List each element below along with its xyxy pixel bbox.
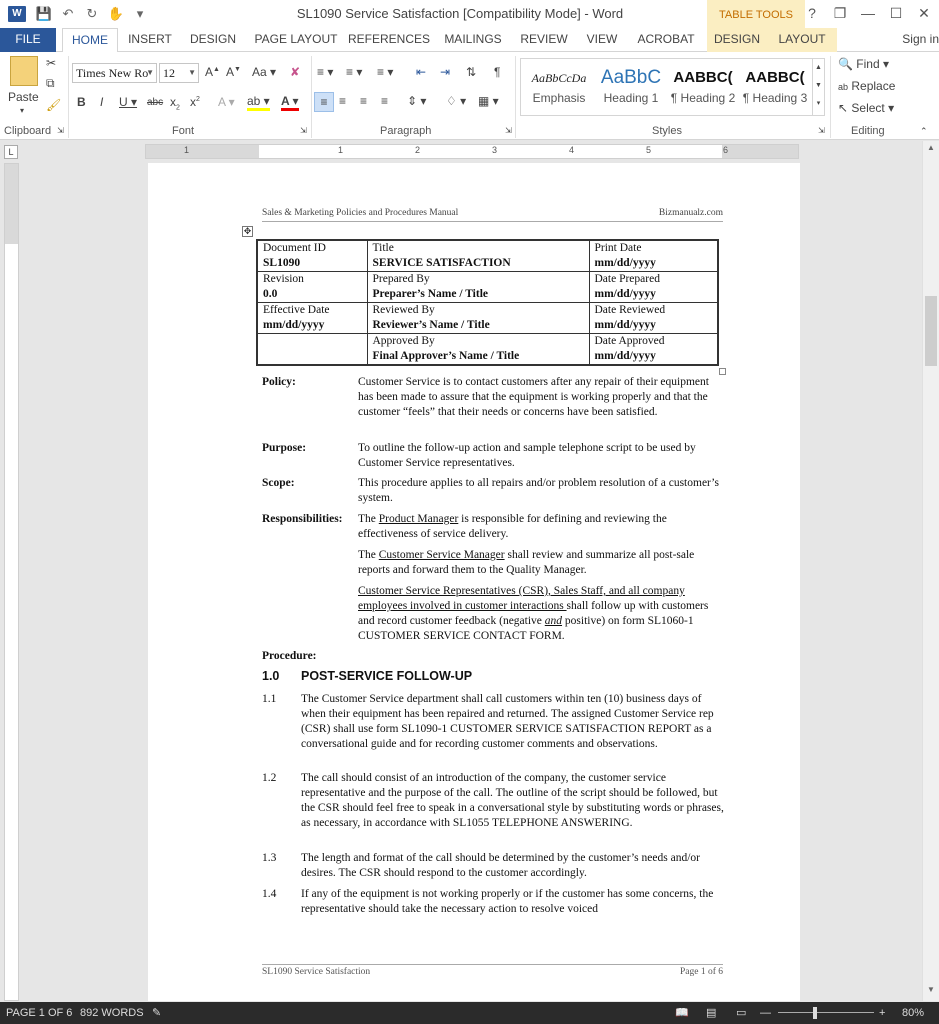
table-cell[interactable]: Date Approved mm/dd/yyyy [589,334,718,366]
replace-icon: ab [838,82,849,92]
paste-icon[interactable] [10,56,38,86]
policy-label: Policy: [262,376,296,388]
show-formatting-icon[interactable]: ¶ [494,65,501,79]
styles-launcher-icon[interactable]: ⇲ [818,126,825,135]
decrease-indent-icon[interactable]: ⇤ [416,65,427,79]
window-controls [803,3,933,23]
clipboard-group-label: Clipboard [4,125,52,137]
align-left-icon[interactable]: ≡ [314,92,334,112]
font-name-value: Times New Ro [76,66,149,80]
table-cell[interactable]: Prepared By Preparer’s Name / Title [367,272,589,303]
responsibilities-label: Responsibilities: [262,513,343,525]
horizontal-ruler-area [0,141,939,161]
step-text: The length and format of the call should be determined by the customer’s needs and/or desires. The CSR should respond to the customer accordingly. [301,852,700,879]
clear-formatting-icon[interactable]: ✘ [290,65,301,79]
purpose-label: Purpose: [262,442,307,454]
table-cell[interactable]: Document ID SL1090 [257,240,367,272]
table-cell[interactable]: Approved By Final Approver’s Name / Title [367,334,589,366]
clipboard-launcher-icon[interactable]: ⇲ [57,126,64,135]
page-count[interactable]: PAGE 1 OF 6 [6,1007,73,1019]
align-center-icon[interactable]: ≡ [339,94,347,108]
table-cell[interactable]: Date Prepared mm/dd/yyyy [589,272,718,303]
multilevel-list-icon[interactable]: ≡ ▾ [377,65,394,79]
scope-label: Scope: [262,477,295,489]
footer-right: Page 1 of 6 [679,967,723,977]
font-launcher-icon[interactable]: ⇲ [300,126,307,135]
undo-icon[interactable]: ↶ [62,6,74,21]
redo-icon[interactable]: ↻ [86,6,98,21]
style-heading-2[interactable]: AABBC( ¶ Heading 2 [670,69,736,105]
zoom-slider-thumb[interactable] [813,1007,817,1019]
touch-mode-icon[interactable]: ✋ [107,6,125,21]
strikethrough-icon[interactable]: abc [147,97,164,108]
table-row [257,303,718,334]
style-heading-1[interactable]: AaBbC Heading 1 [600,67,662,105]
procedure-step [262,887,724,919]
minimize-icon[interactable]: — [861,5,875,21]
table-row [257,334,718,366]
font-group-label: Font [172,125,195,137]
table-cell[interactable]: Revision 0.0 [257,272,367,303]
web-layout-icon[interactable]: ▭ [736,1007,747,1019]
procedure-step [262,771,724,839]
table-cell[interactable]: Date Reviewed mm/dd/yyyy [589,303,718,334]
close-icon[interactable]: ✕ [918,5,930,21]
purpose-section [262,441,724,473]
tab-page-layout[interactable]: PAGE LAYOUT [254,32,338,46]
ribbon-tabs [0,28,939,52]
print-layout-icon[interactable]: ▤ [706,1007,717,1019]
find-icon: 🔍 [838,57,853,71]
vertical-ruler[interactable] [4,163,19,1001]
customize-qat-icon[interactable]: ▾ [136,6,144,21]
footer-left: SL1090 Service Satisfaction [262,967,371,977]
align-right-icon[interactable]: ≡ [360,94,368,108]
section-number: 1.0 [262,669,280,683]
zoom-level[interactable]: 80% [902,1007,925,1019]
text-effects-icon[interactable]: A ▾ [218,95,235,109]
word-app-icon[interactable]: W [8,6,26,22]
table-row [257,272,718,303]
header-right: Bizmanualz.com [658,208,723,218]
table-tools-label: TABLE TOOLS [707,0,805,28]
step-number: 1.2 [262,772,277,784]
step-number: 1.4 [262,888,277,900]
paragraph-group-label: Paragraph [380,125,432,137]
styles-scroll-icon[interactable]: ▲ ▼ ▾ [812,59,824,115]
style-heading-3[interactable]: AABBC( ¶ Heading 3 [742,69,808,105]
zoom-slider[interactable] [778,1012,874,1013]
word-count[interactable]: 892 WORDS [80,1007,144,1019]
policy-section [262,375,724,437]
tab-view[interactable]: VIEW [586,32,618,46]
help-icon[interactable]: ? [808,5,816,21]
table-resize-handle-icon[interactable] [719,368,726,375]
select-cursor-icon: ↖ [838,101,849,115]
proofing-icon[interactable]: ✎ [152,1007,162,1019]
bold-icon[interactable]: B [77,95,86,109]
highlight-color-icon[interactable]: ab ▾ [247,94,270,111]
page-header [262,208,723,222]
font-size-dropdown-icon[interactable]: ▼ [188,68,196,77]
select-button[interactable]: ↖ Select ▾ [838,101,895,115]
read-mode-icon[interactable]: 📖 [675,1007,689,1019]
vertical-scrollbar[interactable] [922,141,939,1001]
tab-insert[interactable]: INSERT [128,32,172,46]
find-button[interactable]: 🔍 Find ▾ [838,57,889,71]
step-text: If any of the equipment is not working properly or if the customer has some concerns, the representative should take the necessary action to resolve voiced [301,888,714,915]
editing-group-label: Editing [851,125,885,137]
superscript-icon[interactable]: $x^2$ [190,95,200,109]
scope-text: This procedure applies to all repairs and/or problem resolution of a customer’s system. [358,477,719,504]
italic-icon[interactable]: I [100,95,104,109]
tab-table-design[interactable]: DESIGN [707,28,767,52]
ribbon [0,52,939,140]
underline-icon[interactable]: U ▾ [119,95,138,109]
title-bar [0,0,939,28]
table-row [257,240,718,272]
header-left: Sales & Marketing Policies and Procedures Manual [262,208,459,218]
tab-table-layout[interactable]: LAYOUT [767,28,837,52]
font-color-icon[interactable]: A ▾ [281,94,299,111]
window-title: SL1090 Service Satisfaction [Compatibility Mode] - Word [296,6,624,21]
scroll-up-icon[interactable]: ▲ [927,143,935,152]
paste-button[interactable]: Paste [8,90,39,104]
replace-button[interactable]: ab Replace [838,79,896,93]
step-text: The Customer Service department shall call customers within ten (10) business days of when their equipment has been repaired and returned. The assigned Customer Service rep (CSR) shall use form SL1090-1 CUSTOMER SERVICE SATISFACTION REPORT as a conversational guide and for recording customer comments and observations. [301,693,714,750]
sort-icon[interactable]: ⇅ [466,65,477,79]
zoom-out-icon[interactable]: — [760,1007,771,1019]
step-number: 1.1 [262,693,277,705]
shading-icon[interactable]: ♢ ▾ [446,94,467,108]
table-move-handle-icon[interactable]: ✥ [243,226,252,236]
purpose-text: To outline the follow-up action and sample telephone script to be used by Customer Service representatives. [358,442,696,469]
styles-gallery [520,58,825,116]
paste-dropdown-icon[interactable]: ▾ [20,106,25,115]
tab-review[interactable]: REVIEW [520,32,568,46]
section-heading [262,669,724,687]
sign-in-link[interactable]: Sign in [902,32,939,46]
paragraph-launcher-icon[interactable]: ⇲ [505,126,512,135]
tab-home[interactable]: HOME [62,28,118,53]
tab-selector[interactable]: L [4,145,18,159]
quick-access-toolbar [34,4,150,24]
step-text: The call should consist of an introduction of the company, the customer service representative and the purpose of the call. The outline of the script should be followed, but the CSR should feel free to speak in a conversational style by substituting words or phrases, as necessary, in accordance with SL1055 TELEPHONE ANSWERING. [301,772,724,829]
format-painter-icon[interactable]: 🖌 [46,98,62,112]
scrollbar-thumb[interactable] [925,296,937,366]
responsibility-csr: Customer Service Representatives (CSR), Sales Staff, and all company employees involved in customer interactions shall follow up with customers and record customer feedback (negative and positive) on form SL1060-1 CUSTOMER SERVICE CONTACT FORM. [358,585,709,642]
change-case-label: Aa [252,65,267,79]
table-cell[interactable]: Effective Date mm/dd/yyyy [257,303,367,334]
cut-icon[interactable]: ✂ [46,56,57,70]
responsibilities-section [262,512,724,642]
table-cell[interactable]: Print Date mm/dd/yyyy [589,240,718,272]
horizontal-ruler[interactable]: 1 1 2 3 4 5 6 [145,144,799,159]
increase-indent-icon[interactable]: ⇥ [440,65,451,79]
save-icon[interactable]: 💾 [35,6,53,21]
ribbon-display-options-icon[interactable]: ❐ [833,5,847,21]
tab-references[interactable]: REFERENCES [348,32,431,46]
table-cell[interactable]: Reviewed By Reviewer’s Name / Title [367,303,589,334]
step-number: 1.3 [262,852,277,864]
shrink-font-icon[interactable]: A▼ [226,65,241,79]
tab-design[interactable]: DESIGN [189,32,236,46]
status-bar [0,1002,939,1024]
font-name-dropdown-icon[interactable]: ▼ [146,68,154,77]
style-emphasis[interactable]: AaBbCcDa Emphasis [531,71,587,105]
responsibility-product-manager: The Product Manager is responsible for defining and reviewing the effectiveness of service delivery. [358,513,667,540]
borders-icon[interactable]: ▦ ▾ [478,94,499,108]
copy-icon[interactable]: ⧉ [46,76,55,90]
scope-section [262,476,724,508]
procedure-label: Procedure: [262,650,317,662]
responsibility-cs-manager: The Customer Service Manager shall review and summarize all post-sale reports and forward them to the Quality Manager. [358,549,695,576]
change-case-button[interactable]: Aa ▾ [252,65,277,79]
section-title: POST-SERVICE FOLLOW-UP [301,669,473,683]
procedure-step [262,692,724,760]
justify-icon[interactable]: ≡ [381,94,389,108]
tab-mailings[interactable]: MAILINGS [444,32,502,46]
line-spacing-icon[interactable]: ⇕ ▾ [407,94,427,108]
bullets-icon[interactable]: ≡ ▾ [317,65,334,79]
font-size-combo[interactable] [159,63,199,83]
policy-text: Customer Service is to contact customers after any repair of their equipment has been made to assure that the equipment is working properly and that the customer “feels” that their needs or concerns have been satisfied. [358,376,709,418]
maximize-icon[interactable]: ☐ [889,5,903,21]
numbering-icon[interactable]: ≡ ▾ [346,65,363,79]
grow-font-icon[interactable]: A▲ [205,65,220,79]
collapse-ribbon-icon[interactable]: ⌃ [920,126,928,136]
font-size-value: 12 [163,66,175,80]
procedure-section [262,649,724,665]
scroll-down-icon[interactable]: ▼ [927,985,935,994]
table-cell[interactable] [257,334,367,366]
tab-file[interactable]: FILE [0,28,56,52]
styles-group-label: Styles [652,125,682,137]
tab-acrobat[interactable]: ACROBAT [637,32,695,46]
document-page[interactable] [148,163,800,1001]
document-info-table[interactable] [256,239,719,366]
procedure-step [262,851,724,883]
subscript-icon[interactable]: $x_2$ [170,95,180,112]
table-cell[interactable]: Title SERVICE SATISFACTION [367,240,589,272]
page-footer [262,964,723,977]
font-name-combo[interactable] [72,63,157,83]
zoom-in-icon[interactable]: + [879,1007,886,1019]
